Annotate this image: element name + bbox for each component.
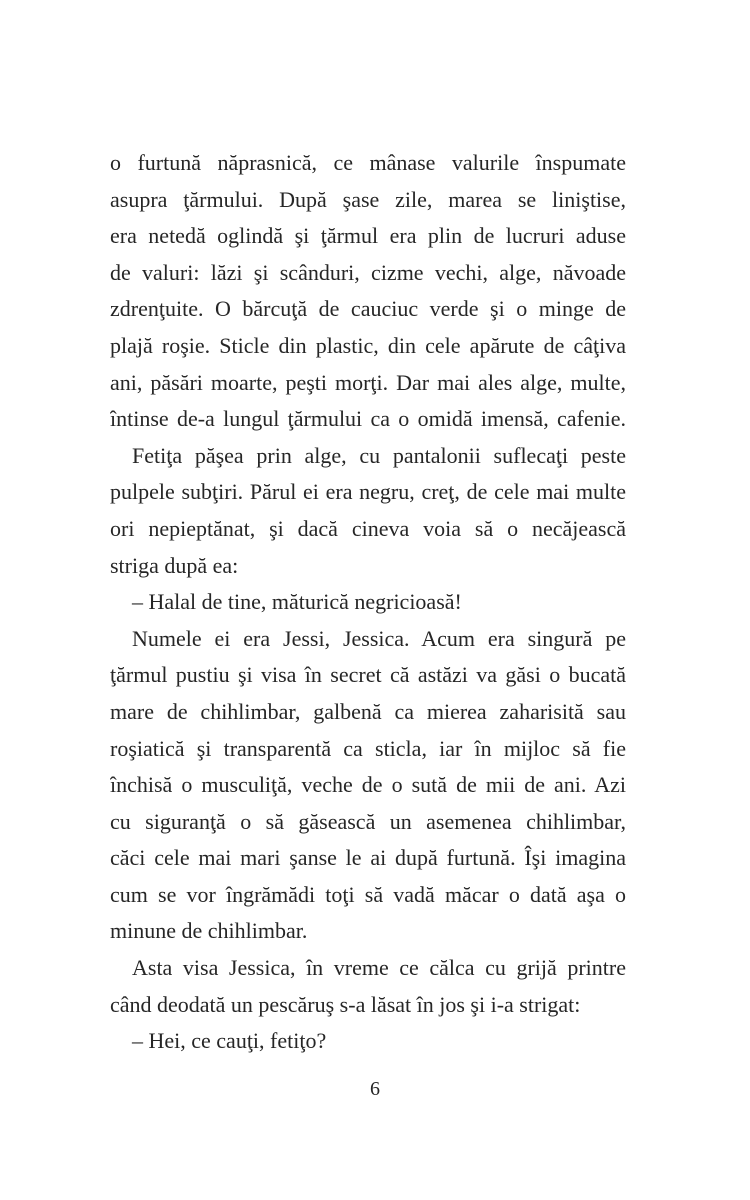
page-number: 6 — [370, 1078, 380, 1100]
text-line: când deodată un pescăruş s-a lăsat în jos şi i-a strigat: — [110, 991, 581, 1017]
text-line: plajă roşie. Sticle din plastic, din cele apărute de câţiva — [110, 332, 626, 358]
text-line: ţărmul pustiu şi visa în secret că astăzi va găsi o bucată — [110, 662, 626, 688]
text-line: mare de chihlimbar, galbenă ca mierea zaharisită sau — [110, 698, 626, 724]
text-line: asupra ţărmului. După şase zile, marea se liniştise, — [110, 186, 626, 212]
body-text — [110, 145, 626, 1060]
text-line: de valuri: lăzi şi scânduri, cizme vechi, alge, năvoade — [110, 259, 626, 285]
paragraph-start-line: Fetiţa păşea prin alge, cu pantalonii suflecaţi peste — [132, 442, 626, 468]
dialogue-line: – Hei, ce cauţi, fetiţo? — [132, 1028, 327, 1054]
text-line: striga după ea: — [110, 552, 239, 578]
text-line: întinse de-a lungul ţărmului ca o omidă imensă, cafenie. — [110, 406, 626, 432]
text-line: închisă o musculiţă, veche de o sută de mii de ani. Azi — [110, 772, 626, 798]
text-line: căci cele mai mari şanse le ai după furtună. Îşi imagina — [110, 845, 626, 871]
text-line: roşiatică şi transparentă ca sticla, iar în mijloc să fie — [110, 735, 626, 761]
text-line: ori nepieptănat, şi dacă cineva voia să o necăjească — [110, 515, 626, 541]
text-line: minune de chihlimbar. — [110, 918, 308, 944]
dialogue-line: – Halal de tine, măturică negricioasă! — [132, 589, 462, 615]
paragraph-start-line: Asta visa Jessica, în vreme ce călca cu grijă printre — [132, 955, 626, 981]
paragraph-start-line: Numele ei era Jessi, Jessica. Acum era singură pe — [132, 625, 626, 651]
text-line: zdrenţuite. O bărcuţă de cauciuc verde şi o minge de — [110, 296, 626, 322]
text-line: era netedă oglindă şi ţărmul era plin de lucruri aduse — [110, 223, 626, 249]
text-line: ani, păsări moarte, peşti morţi. Dar mai ales alge, multe, — [110, 369, 626, 395]
text-line: cum se vor îngrămădi toţi să vadă măcar o dată aşa o — [110, 881, 626, 907]
text-line: pulpele subţiri. Părul ei era negru, creţ, de cele mai multe — [110, 479, 626, 505]
text-line: cu siguranţă o să găsească un asemenea chihlimbar, — [110, 808, 626, 834]
text-line: o furtună năprasnică, ce mânase valurile înspumate — [110, 150, 626, 175]
